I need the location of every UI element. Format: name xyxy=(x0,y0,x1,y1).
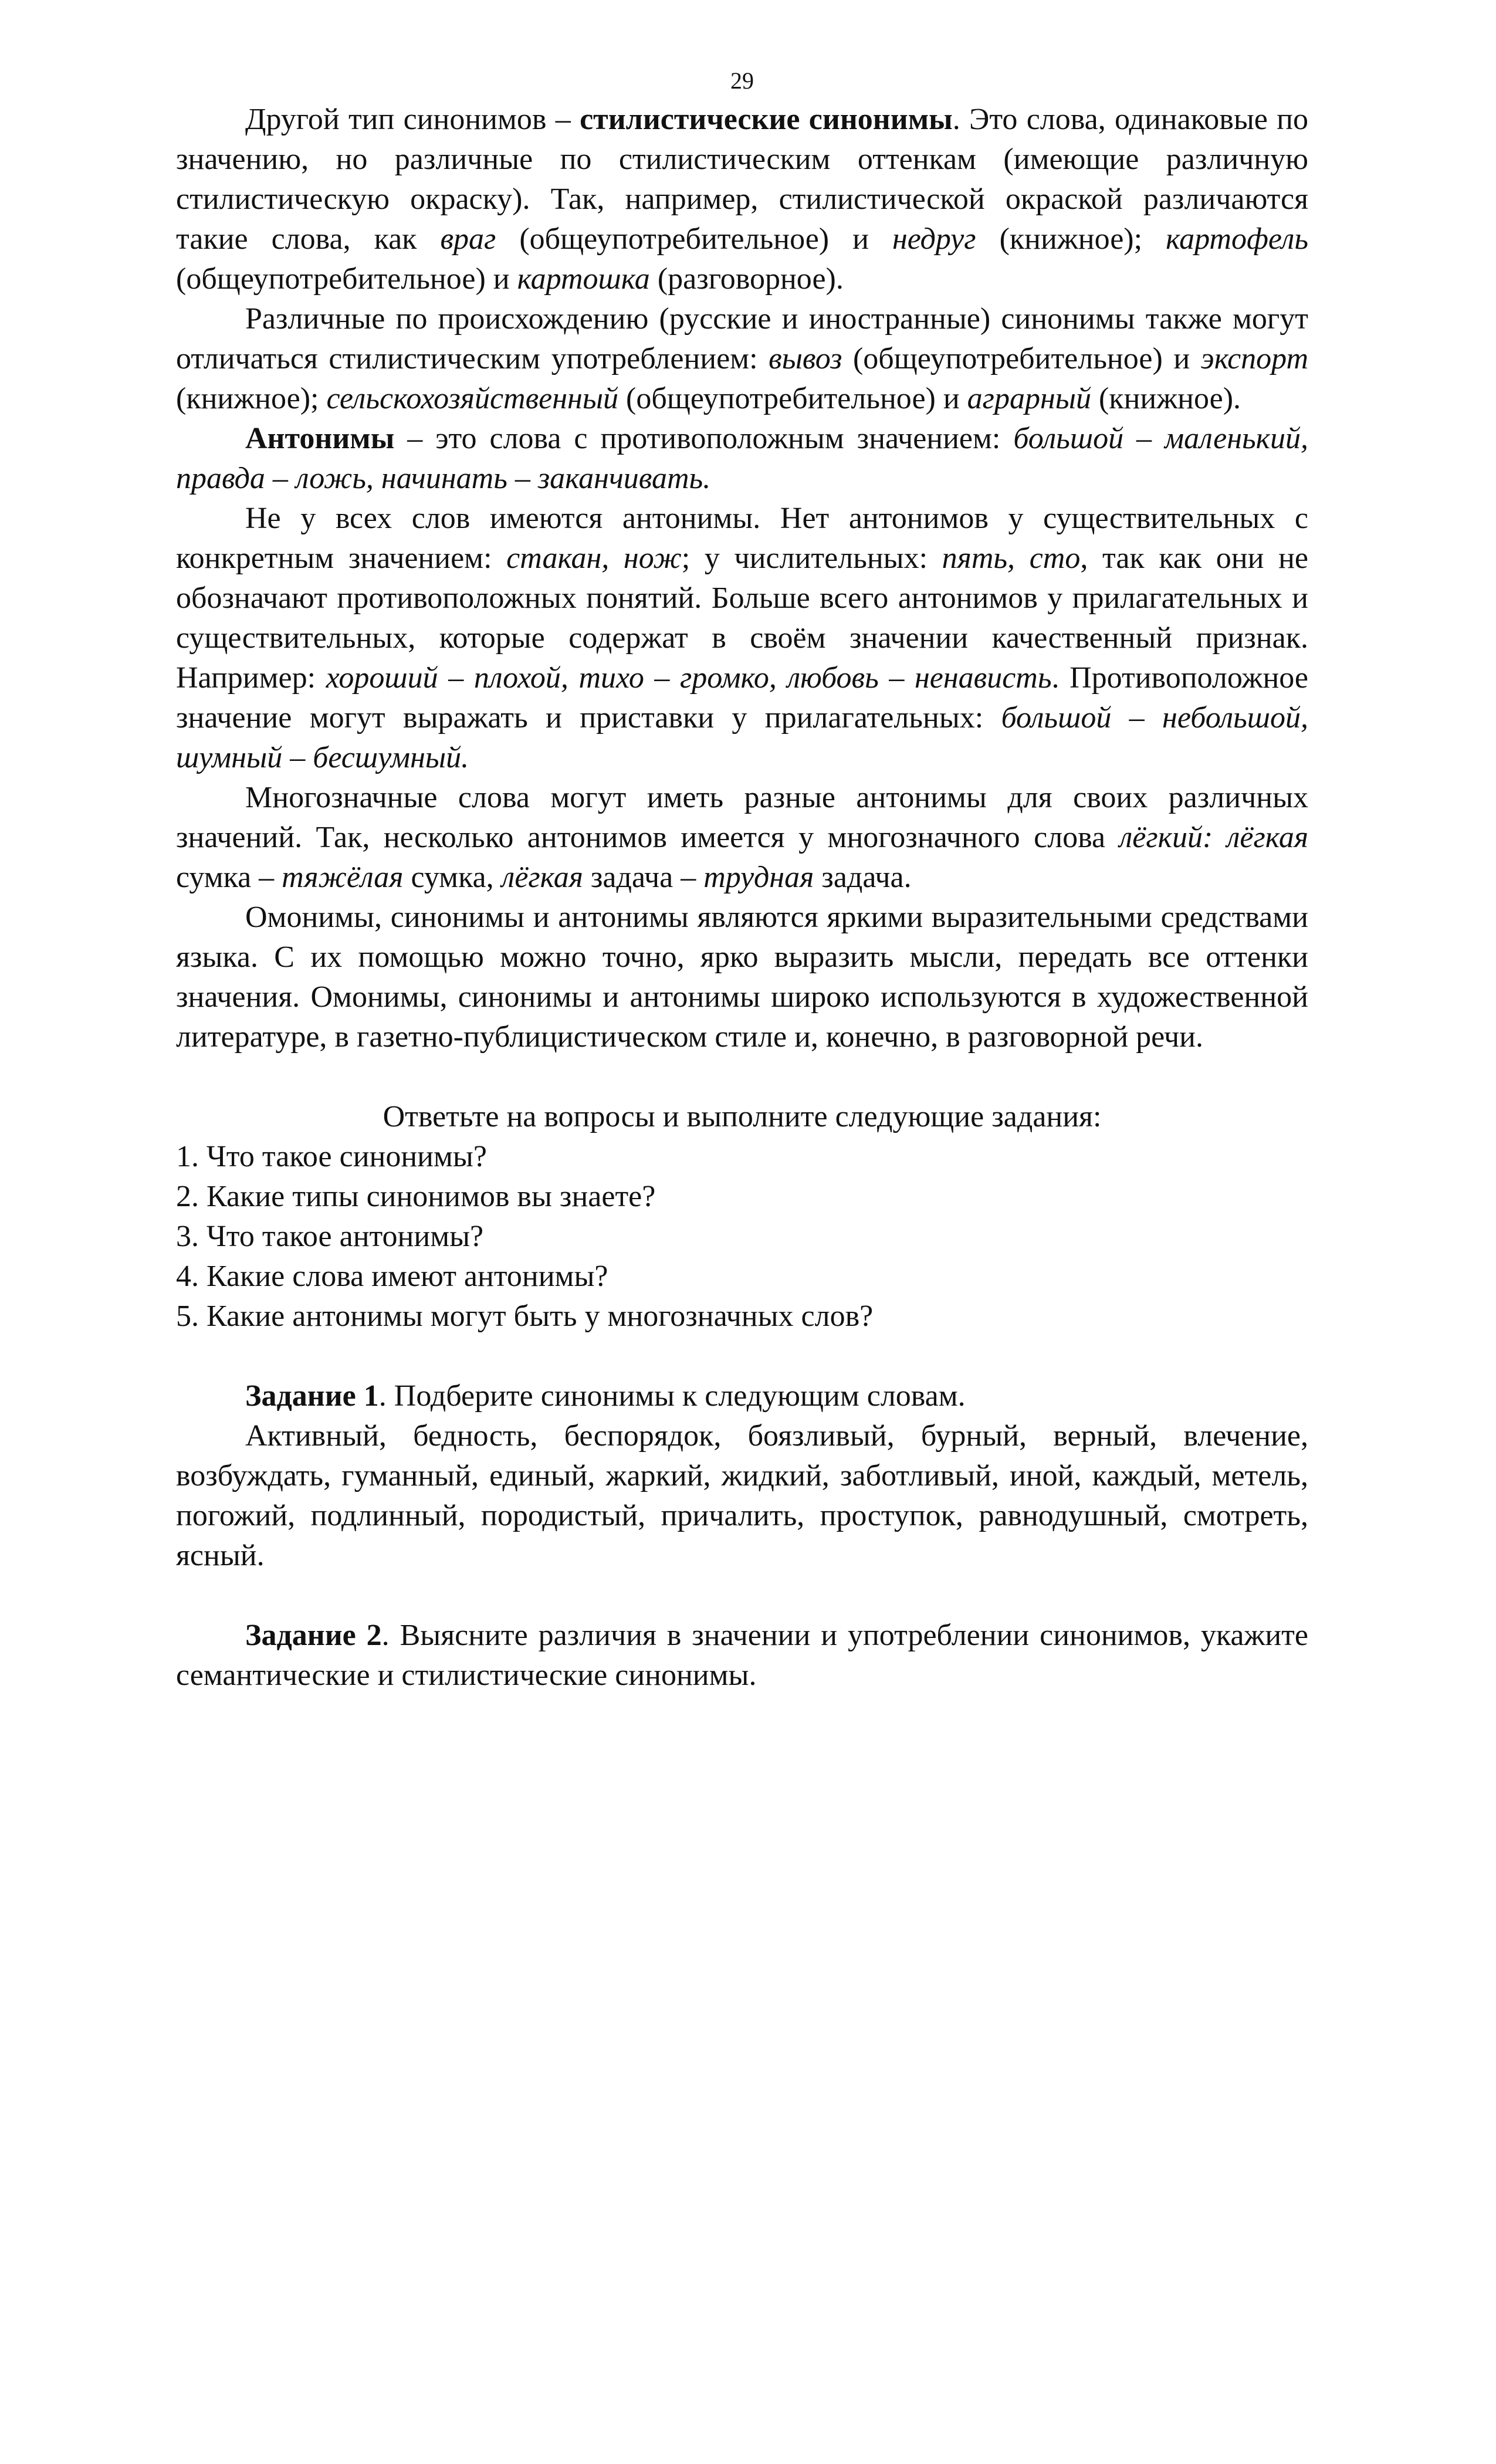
text-run: (разговорное). xyxy=(649,262,844,296)
text-run: Многозначные слова могут иметь разные антонимы для своих различных значений. Так, несколько антонимов имеется у многозначного слова xyxy=(176,781,1308,854)
example-word: стакан, нож xyxy=(506,541,682,575)
text-run: Другой тип синонимов – xyxy=(245,103,580,136)
questions-block xyxy=(176,1097,1308,1336)
text-run: (общеупотребительное) и xyxy=(496,222,892,256)
example-word: лёгкая xyxy=(501,861,583,894)
example-word: недруг xyxy=(892,222,976,256)
example-word: тяжёлая xyxy=(282,861,404,894)
task-1-words: Активный, бедность, беспорядок, боязливый, бурный, верный, влечение, возбуждать, гуманный, единый, жаркий, жидкий, заботливый, иной, каждый, метель, погожий, подлинный, породистый, причалить, проступок, равнодушный, смотреть, ясный. xyxy=(176,1419,1308,1572)
task-2-heading xyxy=(176,1616,1308,1695)
text-run: задача. xyxy=(814,861,912,894)
example-word: хороший – плохой, тихо – громко, любовь – ненависть xyxy=(326,661,1052,695)
example-word: враг xyxy=(440,222,496,256)
task-1 xyxy=(176,1376,1308,1576)
paragraph-expressive-means: Омонимы, синонимы и антонимы являются яркими выразительными средствами языка. С их помощью можно точно, ярко выразить мысли, передать все оттенки значения. Омонимы, синонимы и антонимы широко используются в художественной литературе, в газетно-публицистическом стиле и, конечно, в разговорной речи. xyxy=(176,901,1308,1054)
term-antonyms: Антонимы xyxy=(245,422,395,455)
page-number: 29 xyxy=(730,67,754,94)
example-word: трудная xyxy=(703,861,814,894)
question-item: 4. Какие слова имеют антонимы? xyxy=(176,1260,608,1293)
example-word: большой – небольшой, шумный – бесшумный. xyxy=(176,701,1308,774)
text-run: сумка, xyxy=(403,861,502,894)
text-run: , так как они не обозначают противоположных понятий. Больше всего антонимов у прилагательных и существительных, которые содержат в своём значении качественный признак. Например: xyxy=(176,541,1308,695)
example-word: картофель xyxy=(1166,222,1308,256)
task-2 xyxy=(176,1616,1308,1695)
question-item: 1. Что такое синонимы? xyxy=(176,1140,487,1173)
text-run: (книжное); xyxy=(976,222,1166,256)
question-item: 3. Что такое антонимы? xyxy=(176,1220,484,1253)
task-1-text: . Подберите синонимы к следующим словам. xyxy=(378,1379,966,1413)
example-word: аграрный xyxy=(967,382,1091,415)
paragraph-origin-synonyms xyxy=(176,299,1308,419)
task-1-label: Задание 1 xyxy=(245,1379,379,1413)
paragraph-antonyms-scope xyxy=(176,499,1308,778)
text-run: Различные по происхождению (русские и иностранные) синонимы также могут отличаться стилистическим употреблением: xyxy=(176,302,1308,375)
example-word: сельскохозяйственный xyxy=(326,382,619,415)
example-word: большой – маленький, правда – ложь, начинать – заканчивать. xyxy=(176,422,1308,495)
paragraph-stylistic-synonyms xyxy=(176,100,1308,299)
text-run: (общеупотребительное) и xyxy=(618,382,967,415)
example-word: экспорт xyxy=(1200,342,1309,375)
paragraph-antonyms-definition xyxy=(176,419,1308,499)
paragraph-polysemous-antonyms xyxy=(176,778,1308,898)
question-item: 2. Какие типы синонимов вы знаете? xyxy=(176,1180,656,1213)
text-run: сумка – xyxy=(176,861,282,894)
task-2-text: . Выясните различия в значении и употреблении синонимов, укажите семантические и стилистические синонимы. xyxy=(176,1619,1308,1692)
term-stylistic-synonyms: стилистические синонимы xyxy=(580,103,953,136)
text-run: (общеупотребительное) и xyxy=(842,342,1201,375)
text-run: . Это слова, одинаковые по значению, но различные по стилистическим оттенкам (имеющие различную стилистическую окраску). Так, например, стилистической окраской различаются такие слова, как xyxy=(176,103,1308,256)
text-run: задача – xyxy=(583,861,704,894)
text-run: Не у всех слов имеются антонимы. Нет антонимов у существительных с конкретным значением: xyxy=(176,502,1308,575)
text-run: (общеупотребительное) и xyxy=(176,262,517,296)
questions-heading: Ответьте на вопросы и выполните следующие задания: xyxy=(383,1100,1102,1133)
text-run: . Противоположное значение могут выражать и приставки у прилагательных: xyxy=(176,661,1309,735)
task-2-label: Задание 2 xyxy=(245,1619,382,1652)
example-word: вывоз xyxy=(769,342,842,375)
example-word: лёгкий: лёгкая xyxy=(1119,821,1308,854)
text-run: (книжное); xyxy=(176,382,327,415)
document-page xyxy=(176,65,1308,1695)
text-run: – это слова с противоположным значением: xyxy=(394,422,1014,455)
text-run: (книжное). xyxy=(1091,382,1241,415)
question-item: 5. Какие антонимы могут быть у многозначных слов? xyxy=(176,1299,874,1333)
example-word: пять, сто xyxy=(942,541,1081,575)
task-1-heading xyxy=(176,1376,1308,1416)
text-run: ; у числительных: xyxy=(681,541,942,575)
example-word: картошка xyxy=(517,262,650,296)
